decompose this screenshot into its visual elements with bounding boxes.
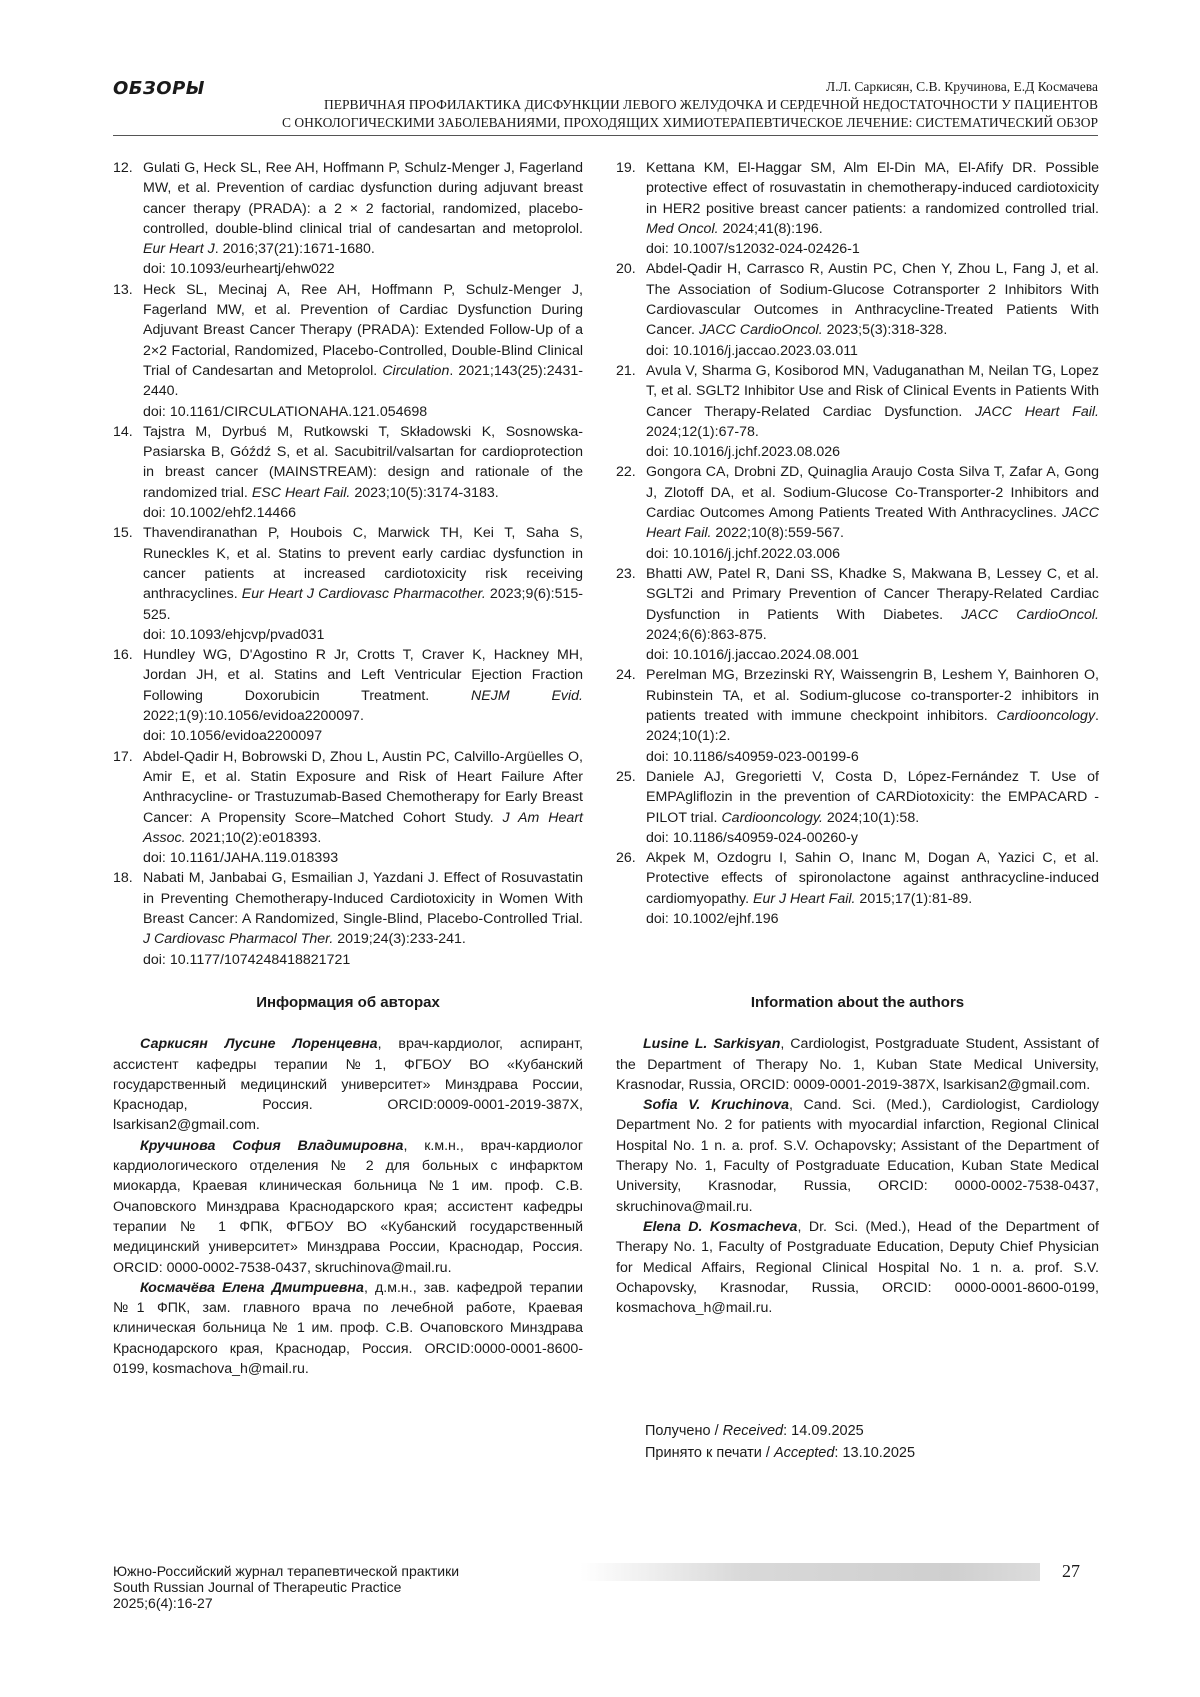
footer-journal-en: South Russian Journal of Therapeutic Practice [113,1579,402,1595]
reference-number: 15. [113,525,133,542]
author-entry [616,1095,1099,1217]
reference-citation: 2023;5(3):318-328. [822,322,948,339]
running-head-title-line1: ПЕРВИЧНАЯ ПРОФИЛАКТИКА ДИСФУНКЦИИ ЛЕВОГО ЖЕЛУДОЧКА И СЕРДЕЧНОЙ НЕДОСТАТОЧНОСТИ У ПАЦИЕНТОВ [323,97,1098,112]
reference-doi: doi: 10.1016/j.jchf.2023.08.026 [646,444,841,461]
reference-item [616,361,1099,462]
reference-item [616,767,1099,848]
accepted-label-en: Accepted [773,1445,835,1461]
reference-text: Avula V, Sharma G, Kosiborod MN, Vaduganathan M, Neilan TG, Lopez T, et al. SGLT2 Inhibitor Use and Risk of Clinical Events in Patients With Cancer Therapy-Related Cardiac Dysfunction. [646,362,1099,420]
reference-citation: 2024;10(1):58. [822,809,920,826]
reference-journal: JACC Heart Fail. [975,403,1099,420]
reference-journal: JACC CardioOncol. [698,322,823,339]
submission-dates [645,1420,915,1464]
reference-text: Gulati G, Heck SL, Ree AH, Hoffmann P, Schulz-Menger J, Fagerland MW, et al. Prevention of cardiac dysfunction during adjuvant breast cancer therapy (PRADA): a 2 × 2 factorial, randomized, placebo-controlled, double-blind clinical trial of candesartan and metoprolol. [143,160,583,237]
footer-journal-ru: Южно-Российский журнал терапевтической практики [113,1563,460,1579]
reference-item [113,280,583,422]
reference-number: 24. [616,667,636,684]
reference-journal: Eur Heart J Cardiovasc Pharmacother. [241,586,486,603]
reference-doi: doi: 10.1186/s40959-023-00199-6 [646,748,859,765]
reference-item [616,665,1099,766]
author-details: , врач-кардиолог, аспирант, ассистент кафедры терапии №1, ФГБОУ ВО «Кубанский государственный медицинский университет» Минздрава России, Краснодар, Россия. ORCID:0009-0001-2019-387X, lsarkisan2@gmail.com. [113,1036,583,1134]
reference-journal: J Cardiovasc Pharmacol Ther. [143,931,334,948]
reference-doi: doi: 10.1002/ehf2.14466 [143,505,297,522]
reference-citation: . 2016;37(21):1671-1680. [214,241,375,258]
reference-citation: 2022;10(8):559-567. [711,525,844,542]
reference-number: 23. [616,565,636,582]
authors-info-ru [113,993,583,1379]
reference-citation: 2024;12(1):67-78. [646,423,759,440]
running-head-title-line2: С ОНКОЛОГИЧЕСКИМИ ЗАБОЛЕВАНИЯМИ, ПРОХОДЯЩИХ ХИМИОТЕРАПЕВТИЧЕСКОЕ ЛЕЧЕНИЕ: СИСТЕМАТИЧЕСКИЙ ОБЗОР [282,115,1098,130]
reference-journal: Cardiooncology [996,708,1096,725]
reference-number: 19. [616,160,636,176]
reference-doi: doi: 10.1016/j.jaccao.2023.03.011 [646,342,858,359]
reference-doi: doi: 10.1161/CIRCULATIONAHA.121.054698 [143,403,428,420]
received-label-en: Received [722,1423,784,1439]
reference-journal: Cardiooncology. [721,809,823,826]
author-entry [113,1136,583,1278]
reference-item [113,747,583,869]
reference-item [113,645,583,746]
author-details: , Cand. Sci. (Med.), Cardiologist, Cardiology Department No. 2 for patients with myocardial infarction, Regional Clinical Hospital No. 1 n. a. prof. S.V. Ochapovsky; Assistant of the Department of Therapy No. 1, Faculty of Postgraduate Education, Kuban State Medical University, Krasnodar, Russia, ORCID: 0000-0002-7538-0437, skruchinova@mail.ru. [616,1097,1099,1215]
reference-journal: JACC Heart Fail. [646,505,1099,542]
reference-text: Abdel-Qadir H, Bobrowski D, Zhou L, Austin PC, Calvillo-Argüelles O, Amir E, et al. Statin Exposure and Risk of Heart Failure After Anthracycline- or Trastuzumab-Based Chemotherapy for Early Breast Cancer: A Propensity Score–Matched Cohort Study. [143,748,583,826]
reference-doi: doi: 10.1056/evidoa2200097 [143,728,323,745]
received-value: : 14.09.2025 [783,1423,864,1439]
reference-citation: 2015;17(1):81-89. [855,890,973,907]
reference-citation: 2023;9(6):515-525. [143,586,584,623]
reference-item [616,564,1099,665]
reference-number: 16. [113,647,133,664]
references-left-column [113,158,583,970]
reference-item [616,462,1099,563]
reference-journal: JACC CardioOncol. [961,606,1099,623]
authors-info-en [616,993,1099,1318]
reference-number: 20. [616,261,636,278]
reference-item [113,158,583,280]
reference-number: 22. [616,464,636,481]
footer-decorative-bar [580,1563,1040,1581]
accepted-label-ru: Принято к печати / [645,1445,774,1461]
reference-citation: 2019;24(3):233-241. [333,931,466,948]
author-entry [113,1278,583,1379]
reference-item [616,259,1099,360]
reference-doi: doi: 10.1186/s40959-024-00260-y [646,829,858,846]
reference-text: Abdel-Qadir H, Carrasco R, Austin PC, Chen Y, Zhou L, Fang J, et al. The Association of Sodium-Glucose Cotransporter 2 Inhibitors With Cardiovascular Outcomes in Anthracycline-Treated Patients With Cancer. [646,261,1099,339]
reference-number: 18. [113,870,133,887]
reference-citation: 2024;6(6):863-875. [646,626,767,643]
author-name: Sofia V. Kruchinova [643,1097,790,1114]
reference-citation: . 2024;10(1):2. [646,708,1099,745]
reference-journal: J Am Heart Assoc. [143,809,583,846]
reference-item [113,868,583,969]
received-label-ru: Получено / [645,1423,723,1439]
accepted-date [645,1442,915,1464]
reference-text: Hundley WG, D'Agostino R Jr, Crotts T, Craver K, Hackney MH, Jordan JH, et al. Statins and Left Ventricular Ejection Fraction Following Doxorubicin Treatment. [143,647,583,704]
reference-text: Perelman MG, Brzezinski RY, Waissengrin B, Leshem Y, Bainhoren O, Rubinstein TA, et al. Sodium-glucose co-transporter-2 inhibitors in patients treated with immune checkpoint inhibitors. [646,667,1099,725]
received-date [645,1420,915,1442]
reference-journal: Eur J Heart Fail. [752,890,856,907]
reference-doi: doi: 10.1093/eurheartj/ehw022 [143,261,335,278]
reference-doi: doi: 10.1007/s12032-024-02426-1 [646,241,860,258]
reference-doi: doi: 10.1093/ehjcvp/pvad031 [143,626,325,643]
reference-text: Akpek M, Ozdogru I, Sahin O, Inanc M, Dogan A, Yazici C, et al. Protective effects of spironolactone against anthracycline-induced cardiomyopathy. [646,850,1099,907]
reference-doi: doi: 10.1161/JAHA.119.018393 [143,850,339,867]
reference-text: Nabati M, Janbabai G, Esmailian J, Yazdani J. Effect of Rosuvastatin in Preventing Chemotherapy-Induced Cardiotoxicity in Women With Breast Cancer: A Randomized, Single-Blind, Placebo-Controlled Trial. [143,870,583,927]
reference-text: Bhatti AW, Patel R, Dani SS, Khadke S, Makwana B, Lessey C, et al. SGLT2i and Primary Prevention of Cancer Therapy-Related Cardiac Dysfunction in Patients With Diabetes. [646,565,1099,623]
reference-number: 25. [616,768,636,785]
authors-info-en-title: Information about the authors [750,994,965,1011]
reference-number: 13. [113,281,133,298]
author-entry [616,1034,1099,1095]
reference-item [113,523,583,645]
author-name: Кручинова София Владимировна [140,1137,404,1154]
reference-number: 17. [113,748,133,765]
reference-item [616,158,1099,259]
reference-number: 14. [113,423,133,440]
reference-citation: 2023;10(5):3174-3183. [350,484,499,501]
reference-doi: doi: 10.1016/j.jaccao.2024.08.001 [646,647,859,664]
author-name: Lusine L. Sarkisyan [643,1036,781,1053]
author-details: , к.м.н., врач-кардиолог кардиологического отделения № 2 для больных с инфарктом миокарда, Краевая клиническая больница №1 им. проф. С.В. Очаповского Минздрава Краснодарского края; ассистент кафедры терапии № 1 ФПК, ФГБОУ ВО «Кубанский государственный медицинский университет» Минздрава России, Краснодар, Россия. ORCID: 0000-0002-7538-0437, skruchinova@mail.ru. [113,1137,583,1276]
reference-item [616,848,1099,929]
reference-doi: doi: 10.1016/j.jchf.2022.03.006 [646,545,841,562]
author-details: , Dr. Sci. (Med.), Head of the Department of Therapy No. 1, Faculty of Postgraduate Education, Deputy Chief Physician for Medical Affairs, Regional Clinical Hospital No. 1 n. a. prof. S.V. Ochapovsky, Krasnodar, Russia, ORCID: 0000-0001-8600-0199, kosmachova_h@mail.ru. [616,1218,1099,1317]
author-entry [113,1034,583,1135]
section-label: ОБЗОРЫ [113,78,205,99]
author-name: Космачёва Елена Дмитриевна [140,1279,364,1296]
reference-journal: ESC Heart Fail. [251,484,351,501]
references-right-column [616,158,1099,929]
page-number: 27 [1062,1561,1080,1581]
author-details: , д.м.н., зав. кафедрой терапии №1 ФПК, зам. главного врача по лечебной работе, Краевая клиническая больница № 1 им. проф. С.В. Очаповского Минздрава Краснодарского края, Краснодар, Россия. ORCID:0000-0001-8600-0199, kosmachova_h@mail.ru. [113,1279,583,1378]
author-name: Elena D. Kosmacheva [643,1218,798,1235]
reference-number: 26. [616,850,636,867]
reference-item [113,422,583,523]
reference-citation: 2021;10(2):e018393. [185,829,322,846]
reference-text: Daniele AJ, Gregorietti V, Costa D, López-Fernández T. Use of EMPAgliflozin in the prevention of CARDiotoxicity: the EMPACARD - PILOT trial. [646,768,1099,826]
reference-text: Gongora CA, Drobni ZD, Quinaglia Araujo Costa Silva T, Zafar A, Gong J, Zlotoff DA, et al. Sodium-Glucose Co-Transporter-2 Inhibitors and Cardiac Outcomes Among Patients Treated With Anthracyclines. [646,464,1099,522]
author-details: , Cardiologist, Postgraduate Student, Assistant of the Department of Therapy No. 1, Kuban State Medical University, Krasnodar, Russia, ORCID: 0009-0001-2019-387X, lsarkisan2@gmail.com. [616,1036,1099,1093]
reference-journal: Eur Heart J [143,241,215,258]
page-header [113,78,1098,132]
author-entry [616,1217,1099,1318]
reference-citation: 2022;1(9):10.1056/evidoa2200097. [143,708,364,725]
reference-text: Kettana KM, El-Haggar SM, Alm El-Din MA, El-Afify DR. Possible protective effect of rosuvastatin in chemotherapy-induced cardiotoxicity in HER2 positive breast cancer patients: a randomized controlled trial. [646,160,1099,217]
footer-journal-info [113,1563,459,1611]
reference-number: 12. [113,160,133,176]
running-head [113,78,1098,132]
running-head-authors: Л.Л. Саркисян, С.В. Кручинова, Е.Д Космачева [825,79,1098,94]
reference-text: Heck SL, Mecinaj A, Ree AH, Hoffmann P, Schulz-Menger J, Fagerland MW, et al. Prevention of Cardiac Dysfunction During Adjuvant Breast Cancer Therapy (PRADA): Extended Follow-Up of a 2×2 Factorial, Randomized, Placebo-Controlled, Double-Blind Clinical Trial of Candesartan and Metoprolol. [143,281,583,379]
reference-journal: Med Oncol. [646,220,719,237]
header-divider [113,135,1098,136]
reference-text: Thavendiranathan P, Houbois C, Marwick TH, Kei T, Saha S, Runeckles K, et al. Statins to prevent early cardiac dysfunction in cancer patients at increased cardiotoxicity risk receiving anthracyclines. [143,525,583,603]
accepted-value: : 13.10.2025 [834,1445,916,1461]
reference-citation: . 2021;143(25):2431-2440. [143,362,583,400]
reference-journal: Circulation [382,362,450,379]
reference-citation: 2024;41(8):196. [718,220,823,237]
reference-journal: NEJM Evid. [471,687,584,704]
reference-doi: doi: 10.1002/ejhf.196 [646,910,779,927]
reference-text: Tajstra M, Dyrbuś M, Rutkowski T, Składowski K, Sosnowska-Pasiarska B, Góźdź S, et al. Sacubitril/valsartan for cardioprotection in breast cancer (MAINSTREAM): design and rationale of the randomized trial. [143,423,583,501]
authors-info-ru-title: Информация об авторах [256,994,440,1011]
footer-issue: 2025;6(4):16-27 [113,1595,213,1611]
reference-number: 21. [616,362,636,379]
author-name: Саркисян Лусине Лоренцевна [140,1036,378,1053]
reference-doi: doi: 10.1177/1074248418821721 [143,951,351,968]
